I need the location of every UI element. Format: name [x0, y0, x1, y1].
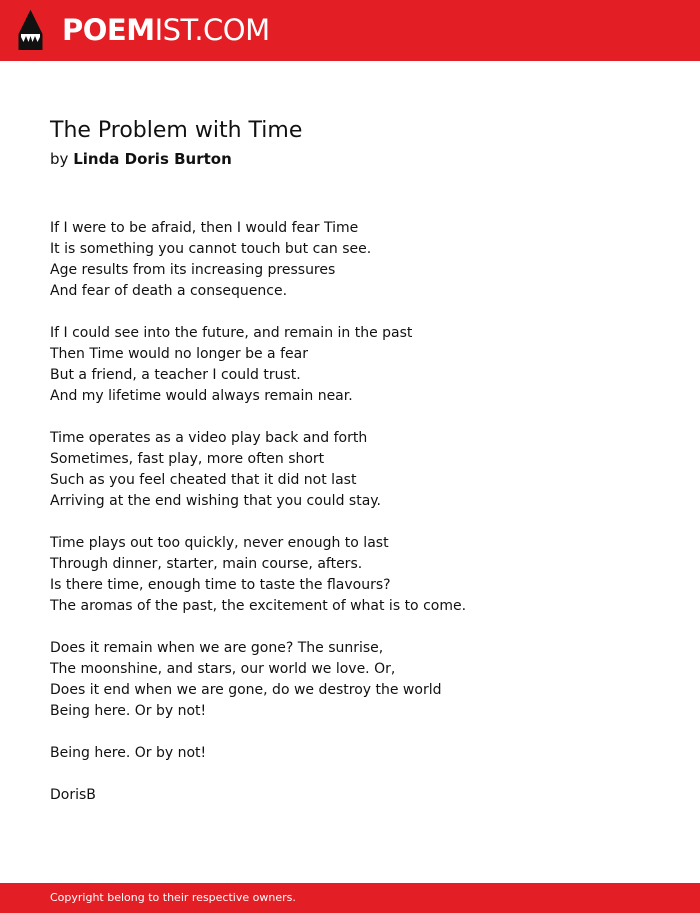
poem-line: Does it end when we are gone, do we destroy the world	[50, 682, 442, 698]
poem-heading	[50, 116, 650, 170]
poem-line: If I were to be afraid, then I would fear Time	[50, 220, 359, 236]
poem-line: Is there time, enough time to taste the flavours?	[50, 577, 391, 593]
poem-stanza	[50, 428, 660, 512]
poem-line: The moonshine, and stars, our world we love. Or,	[50, 661, 396, 677]
logo-light-text: IST.COM	[154, 13, 270, 47]
poem-line: If I could see into the future, and remain in the past	[50, 325, 413, 341]
poem-line: Being here. Or by not!	[50, 745, 207, 761]
poem-line: Such as you feel cheated that it did not last	[50, 472, 357, 488]
site-footer	[0, 883, 700, 913]
poem-line: Arriving at the end wishing that you could stay.	[50, 493, 382, 509]
poem-line: But a friend, a teacher I could trust.	[50, 367, 301, 383]
poem-line: DorisB	[50, 787, 96, 803]
poem-line: Through dinner, starter, main course, afters.	[50, 556, 363, 572]
poem-line: Age results from its increasing pressures	[50, 262, 336, 278]
poem-body	[50, 218, 660, 827]
poem-line: Then Time would no longer be a fear	[50, 346, 308, 362]
poem-stanza	[50, 218, 660, 302]
copyright-text: Copyright belong to their respective owners.	[50, 891, 296, 904]
poem-stanza	[50, 638, 660, 722]
poem-stanza	[50, 533, 660, 617]
poem-line: And my lifetime would always remain near.	[50, 388, 353, 404]
poem-stanza	[50, 743, 660, 764]
poem-line: And fear of death a consequence.	[50, 283, 288, 299]
site-logo[interactable]	[62, 12, 270, 48]
poem-line: Being here. Or by not!	[50, 703, 207, 719]
byline	[50, 148, 650, 170]
poem-line: Time plays out too quickly, never enough to last	[50, 535, 389, 551]
poem-title: The Problem with Time	[50, 118, 303, 143]
byline-prefix: by	[50, 150, 69, 168]
author-name: Linda Doris Burton	[73, 150, 232, 168]
logo-bold-text: POEM	[62, 13, 155, 47]
poem-line: Does it remain when we are gone? The sunrise,	[50, 640, 384, 656]
poem-line: Sometimes, fast play, more often short	[50, 451, 325, 467]
pencil-tip-icon[interactable]	[17, 10, 44, 52]
site-header	[0, 0, 700, 61]
poem-line: Time operates as a video play back and forth	[50, 430, 368, 446]
poem-stanza	[50, 785, 660, 806]
poem-line: It is something you cannot touch but can see.	[50, 241, 372, 257]
poem-stanza	[50, 323, 660, 407]
poem-line: The aromas of the past, the excitement of what is to come.	[50, 598, 467, 614]
